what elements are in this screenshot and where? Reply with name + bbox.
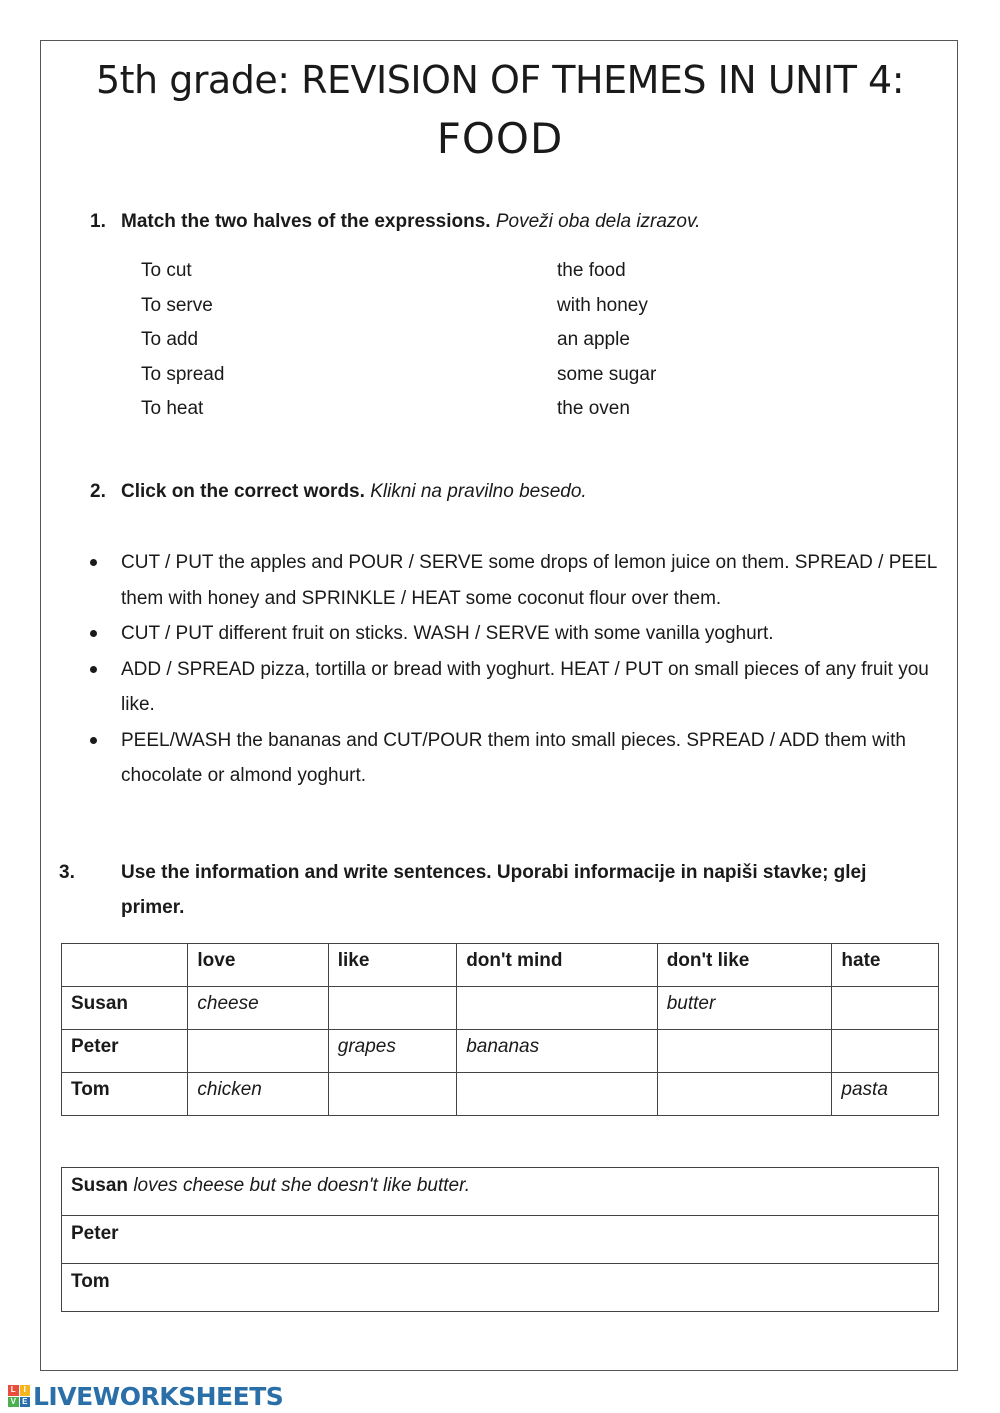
bullet-dot-icon	[90, 737, 97, 744]
question-2	[90, 474, 587, 509]
bullet-text[interactable]: PEEL/WASH the bananas and CUT/POUR them into small pieces. SPREAD / ADD them with chocolate or almond yoghurt.	[121, 729, 906, 786]
preferences-table	[61, 943, 939, 1116]
question-3-instruction: Use the information and write sentences. Uporabi informacije in napiši stavke; glej primer.	[121, 862, 867, 918]
table-header-cell: don't like	[657, 944, 832, 987]
sentence-subject: Susan	[71, 1175, 129, 1196]
liveworksheets-mark-icon	[8, 1385, 30, 1407]
match-left-item[interactable]: To cut	[141, 260, 192, 281]
liveworksheets-brand-text: LIVEWORKSHEETS	[33, 1381, 284, 1411]
question-3	[59, 855, 930, 925]
sentence-example-text: loves cheese but she doesn't like butter.	[133, 1175, 470, 1196]
table-header-cell: love	[188, 944, 328, 987]
match-left-column	[141, 254, 224, 427]
table-cell	[457, 1073, 658, 1116]
match-left-item[interactable]: To spread	[141, 363, 225, 385]
sentence-cell	[62, 1168, 939, 1216]
sentences-table	[61, 1167, 939, 1312]
table-cell: butter	[657, 987, 832, 1030]
question-2-translation: Klikni na pravilno besedo.	[370, 481, 587, 502]
row-name-cell: Susan	[62, 987, 188, 1030]
match-right-item[interactable]: with honey	[557, 294, 648, 316]
table-cell	[188, 1030, 328, 1073]
table-row	[62, 1073, 939, 1116]
table-row	[62, 987, 939, 1030]
mark-letter: I	[20, 1385, 31, 1396]
sentence-row	[62, 1168, 939, 1216]
table-cell: cheese	[188, 987, 328, 1030]
sentence-subject: Peter	[71, 1223, 119, 1244]
question-1-translation: Poveži oba dela izrazov.	[495, 211, 701, 232]
table-header-cell: don't mind	[457, 944, 658, 987]
bullet-item	[90, 652, 950, 723]
table-header-row	[62, 944, 939, 987]
match-right-item[interactable]: an apple	[557, 329, 630, 351]
match-right-item[interactable]: the food	[557, 260, 626, 281]
table-cell: pasta	[832, 1073, 939, 1116]
match-left-item[interactable]: To add	[141, 329, 199, 351]
worksheet-title-line1: 5th grade: REVISION OF THEMES IN UNIT 4:	[95, 58, 905, 102]
bullet-item	[90, 545, 950, 616]
row-name-cell: Tom	[62, 1073, 188, 1116]
worksheet-title-line2: FOOD	[436, 114, 564, 163]
question-3-number: 3.	[59, 862, 75, 883]
table-header-cell: like	[328, 944, 456, 987]
match-right-item[interactable]: some sugar	[557, 363, 657, 385]
mark-letter: E	[20, 1397, 31, 1408]
sentence-cell[interactable]	[62, 1216, 939, 1264]
table-header-cell: hate	[832, 944, 939, 987]
question-1-instruction: Match the two halves of the expressions.	[121, 211, 491, 232]
mark-letter: V	[8, 1397, 19, 1408]
bullet-text[interactable]: CUT / PUT the apples and POUR / SERVE some drops of lemon juice on them. SPREAD / PEEL them with honey and SPRINKLE / HEAT some coconut flour over them.	[121, 552, 937, 609]
sentence-row	[62, 1216, 939, 1264]
table-cell	[832, 987, 939, 1030]
table-row	[62, 1030, 939, 1073]
question-2-number: 2.	[90, 481, 106, 502]
match-right-item[interactable]: the oven	[557, 398, 630, 420]
sentence-row	[62, 1264, 939, 1312]
question-2-bullets	[90, 545, 950, 794]
table-cell	[457, 987, 658, 1030]
bullet-text[interactable]: CUT / PUT different fruit on sticks. WASH / SERVE with some vanilla yoghurt.	[121, 623, 774, 644]
table-cell	[328, 987, 456, 1030]
table-cell	[328, 1073, 456, 1116]
question-2-instruction: Click on the correct words.	[121, 481, 365, 502]
bullet-dot-icon	[90, 666, 97, 673]
question-1	[90, 204, 700, 239]
bullet-text[interactable]: ADD / SPREAD pizza, tortilla or bread with yoghurt. HEAT / PUT on small pieces of any fruit you like.	[121, 658, 929, 715]
table-cell: chicken	[188, 1073, 328, 1116]
table-cell	[657, 1030, 832, 1073]
liveworksheets-logo	[8, 1381, 283, 1411]
bullet-item	[90, 723, 950, 794]
sentence-cell[interactable]	[62, 1264, 939, 1312]
table-cell: bananas	[457, 1030, 658, 1073]
match-right-column	[557, 254, 656, 427]
match-left-item[interactable]: To serve	[141, 294, 213, 316]
table-cell	[657, 1073, 832, 1116]
bullet-dot-icon	[90, 559, 97, 566]
bullet-item	[90, 616, 950, 652]
table-cell	[832, 1030, 939, 1073]
question-1-number: 1.	[90, 211, 106, 232]
bullet-dot-icon	[90, 630, 97, 637]
sentence-subject: Tom	[71, 1271, 110, 1292]
table-cell: grapes	[328, 1030, 456, 1073]
match-left-item[interactable]: To heat	[141, 398, 204, 420]
mark-letter: L	[8, 1385, 19, 1396]
table-header-cell	[62, 944, 188, 987]
row-name-cell: Peter	[62, 1030, 188, 1073]
